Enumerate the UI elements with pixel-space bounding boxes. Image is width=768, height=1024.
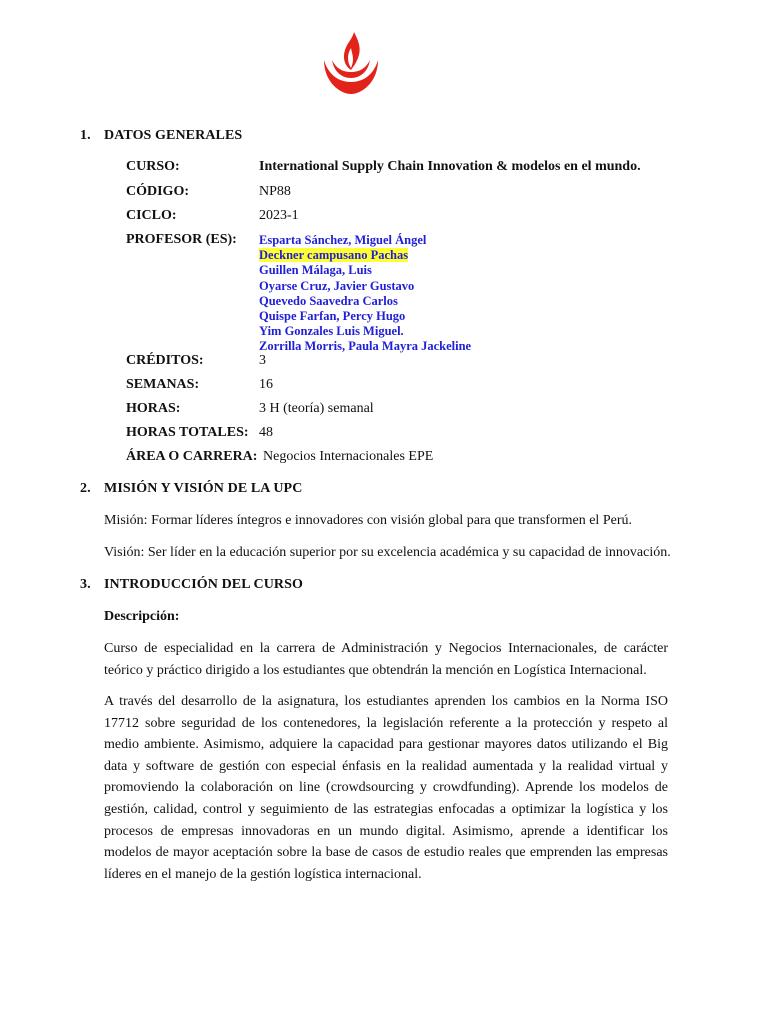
section-number: 1.: [80, 128, 91, 143]
field-value: NP88: [259, 184, 291, 199]
professor-item: [259, 248, 471, 263]
professor-item: Quevedo Saavedra Carlos: [259, 293, 398, 308]
field-value: International Supply Chain Innovation & modelos en el mundo.: [259, 159, 641, 174]
field-value: Negocios Internacionales EPE: [263, 449, 434, 464]
section-2-title: [80, 481, 302, 497]
section-3-title: [80, 577, 303, 593]
field-label: HORAS:: [126, 401, 181, 416]
description-paragraph-2: A través del desarrollo de la asignatura, los estudiantes aprenden los cambios en la Norma ISO 17712 sobre seguridad de los contenedores, la legislación referente a la protección y respeto al medio ambiente. Asimismo, adquiere la capacidad para gestionar mayores datos utilizando el Big data y software de gestión con especial énfasis en la realidad aumentada y la realidad virtual y promoviendo la colaboración on line (crowdsourcing y crowdfunding). Aprende los modelos de gestión, calidad, control y seguimiento de las estrategias enfocadas a optimizar la logística y los procesos de empresas innovadoras en un mundo digital. Asimismo, aprende a identificar los modelos de mayor aceptación sobre la base de casos de estudio reales que emprenden las empresas líderes en el manejo de la gestión logística internacional.: [104, 694, 668, 882]
field-value: 3 H (teoría) semanal: [259, 401, 374, 416]
professor-item: Guillen Málaga, Luis: [259, 263, 372, 278]
section-number: 3.: [80, 577, 91, 592]
field-label: CURSO:: [126, 159, 180, 174]
mision-text: Misión: Formar líderes íntegros e innovadores con visión global para que transformen el Perú.: [104, 513, 632, 528]
description-heading: Descripción:: [104, 609, 180, 624]
field-label: ÁREA O CARRERA:: [126, 449, 258, 464]
field-value: 3: [259, 353, 266, 368]
professor-item: Zorrilla Morris, Paula Mayra Jackeline: [259, 339, 472, 354]
field-label: CÓDIGO:: [126, 184, 189, 199]
section-number: 2.: [80, 481, 91, 496]
professor-item: Oyarse Cruz, Javier Gustavo: [259, 278, 415, 293]
field-value: 48: [259, 425, 273, 440]
vision-text: Visión: Ser líder en la educación superior por su excelencia académica y su capacidad de innovación.: [104, 545, 671, 560]
field-label: CRÉDITOS:: [126, 353, 204, 368]
field-label: CICLO:: [126, 208, 177, 223]
field-value: 16: [259, 377, 273, 392]
field-label: SEMANAS:: [126, 377, 200, 392]
highlighted-professor: Deckner campusano Pachas: [259, 248, 409, 263]
professor-item: Quispe Farfan, Percy Hugo: [259, 309, 406, 324]
section-title-text: MISIÓN Y VISIÓN DE LA UPC: [104, 481, 303, 496]
professor-item: Yim Gonzales Luis Miguel.: [259, 324, 404, 339]
section-1-title: [80, 128, 242, 144]
professor-item: Esparta Sánchez, Miguel Ángel: [259, 233, 427, 247]
field-label: PROFESOR (ES):: [126, 232, 237, 247]
upc-logo: [318, 30, 384, 96]
section-title-text: INTRODUCCIÓN DEL CURSO: [104, 577, 304, 592]
field-value: 2023-1: [259, 208, 299, 223]
section-title-text: DATOS GENERALES: [104, 128, 243, 143]
field-label: HORAS TOTALES:: [126, 425, 249, 440]
professor-list: [259, 233, 471, 355]
description-paragraph-1: Curso de especialidad en la carrera de Administración y Negocios Internacionales, de carácter teórico y práctico dirigido a los estudiantes que obtendrán la mención en Logística Internacional.: [104, 641, 668, 678]
